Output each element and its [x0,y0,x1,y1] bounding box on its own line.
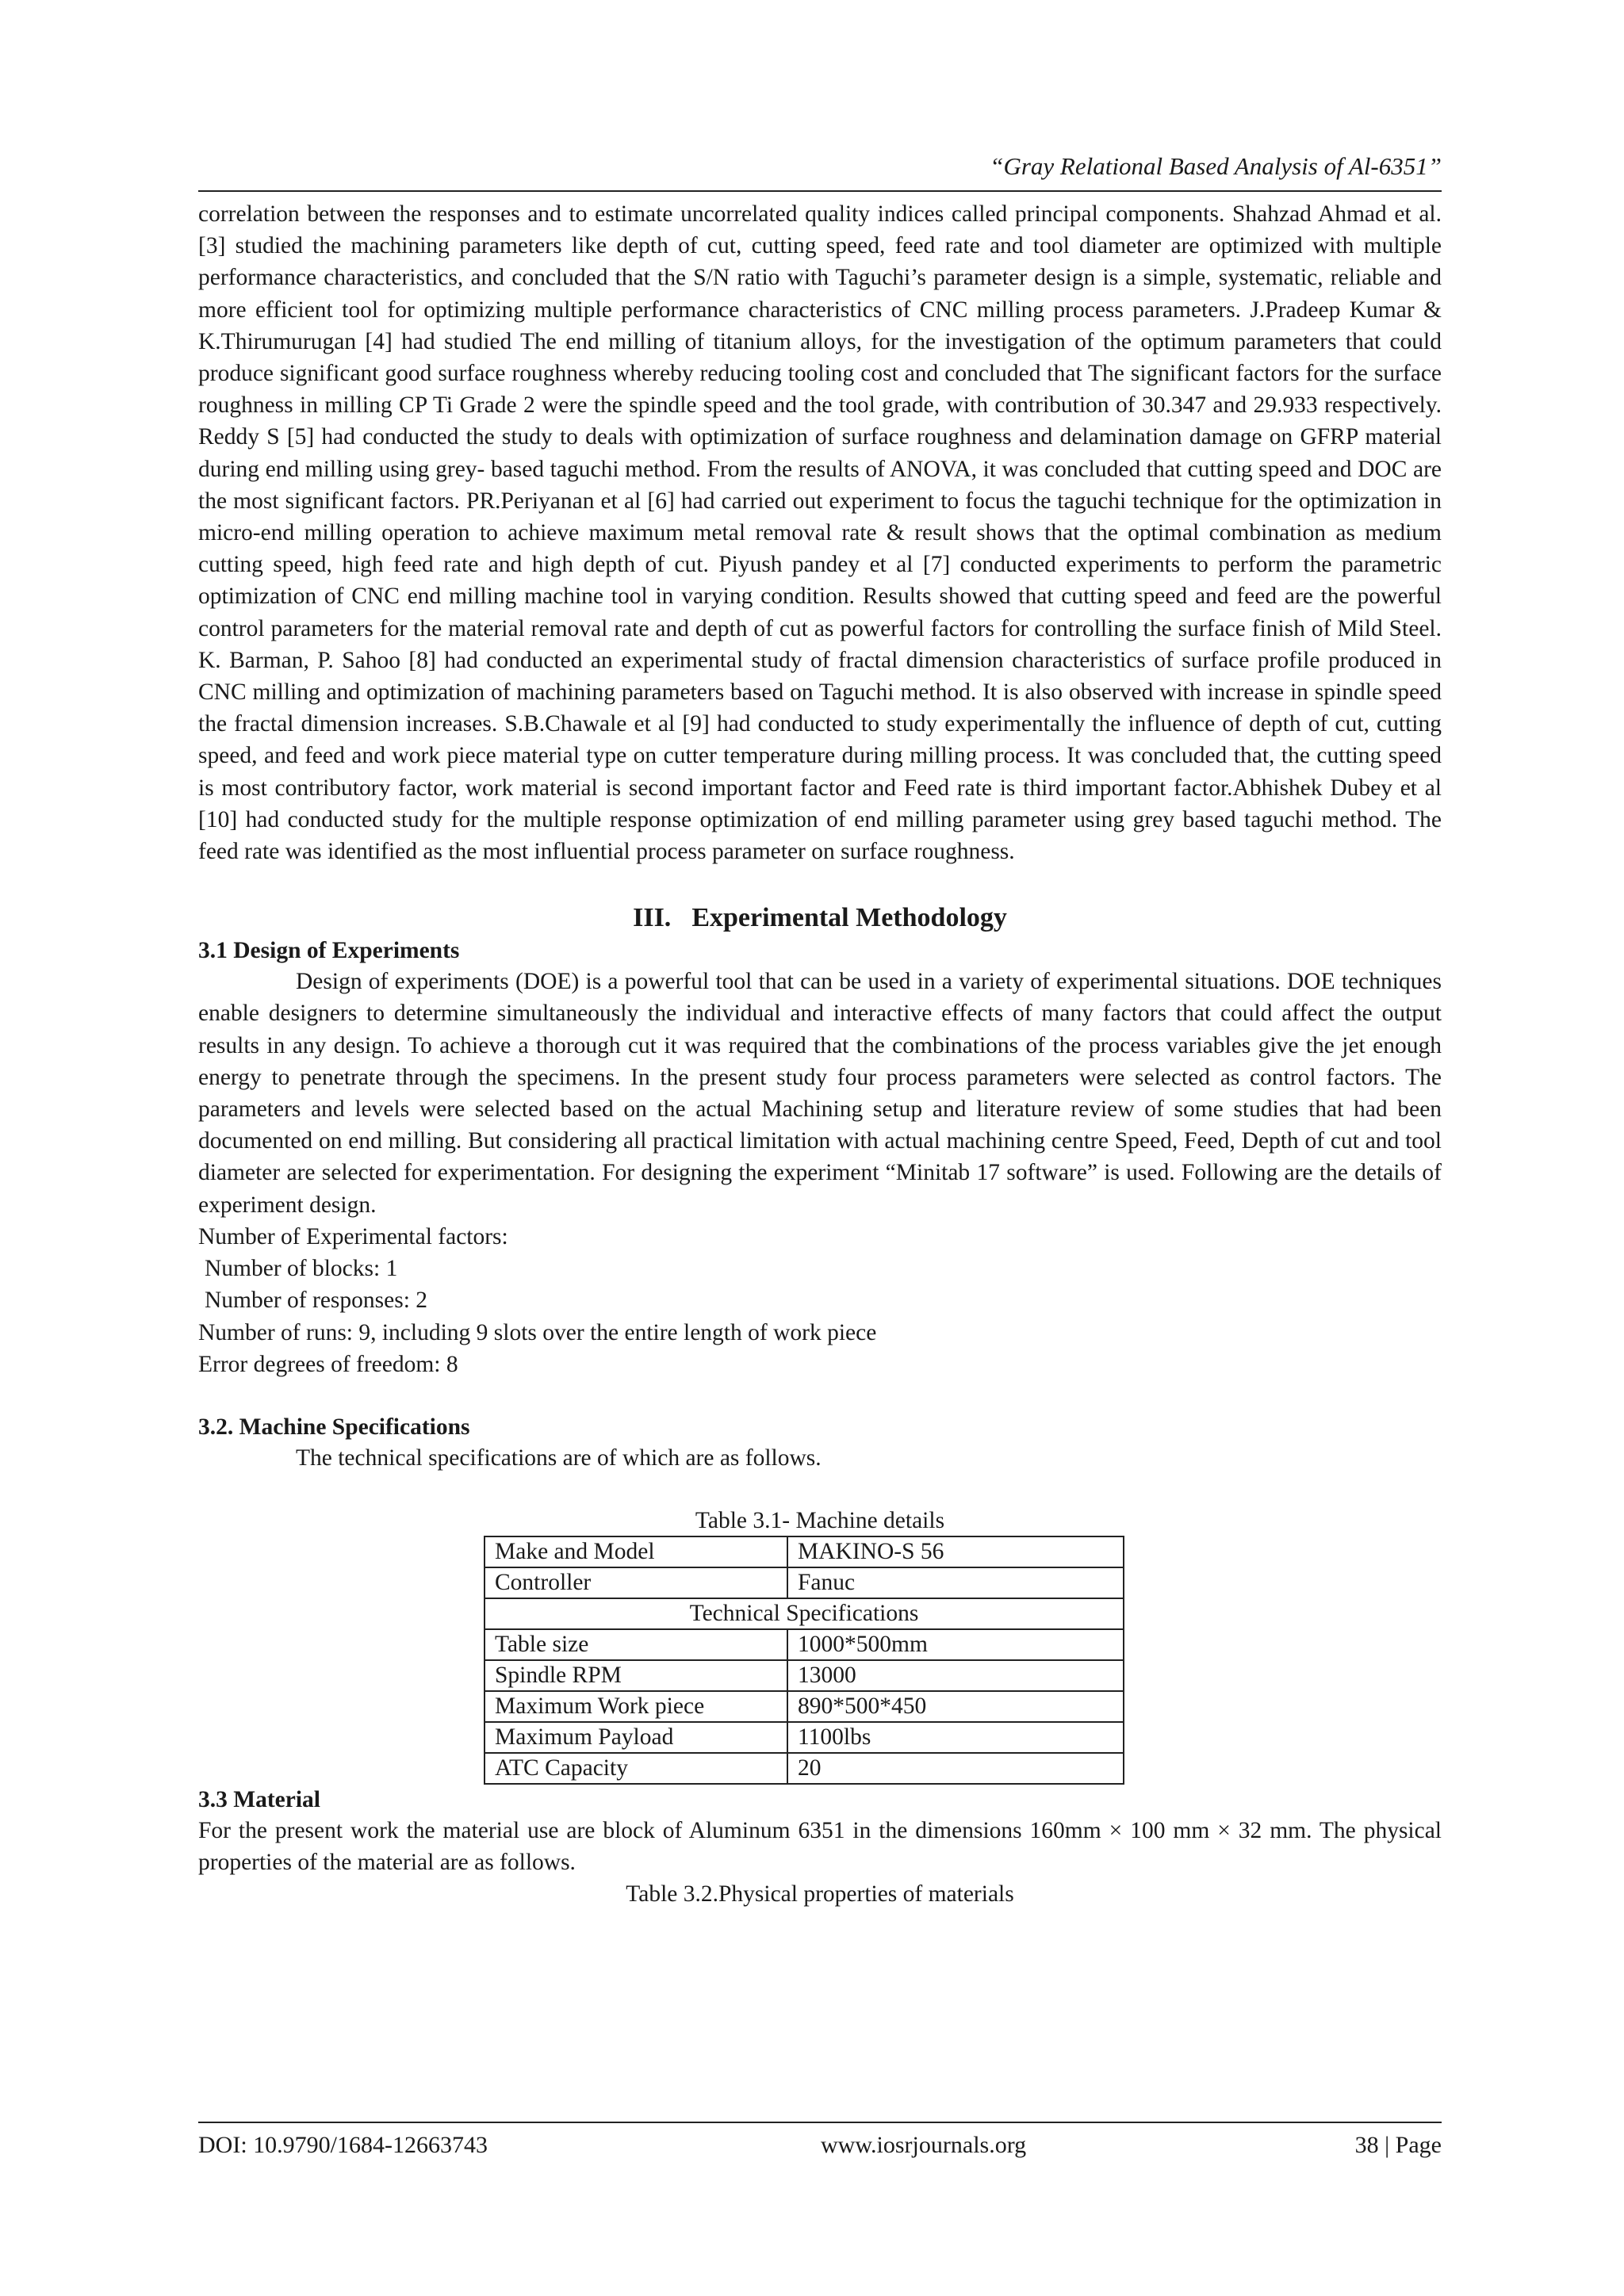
running-header-title: “Gray Relational Based Analysis of Al-6351” [990,152,1442,180]
table-3-2-caption: Table 3.2.Physical properties of materials [626,1881,1014,1907]
table-row [485,1660,1124,1691]
table-3-1-caption: Table 3.1- Machine details [695,1508,945,1534]
footer-page-number: 38 | Page [1354,2132,1442,2158]
header-divider [198,190,1442,192]
table-row [485,1722,1124,1753]
table-row [485,1536,1124,1567]
table-cell: ATC Capacity [485,1753,787,1784]
doe-detail-line: Number of runs: 9, including 9 slots over the entire length of work piece [198,1319,877,1345]
page-body [198,198,1442,1909]
section-title: Experimental Methodology [691,903,1007,933]
section-number: III. [633,903,672,933]
table-cell: 20 [787,1753,1124,1784]
doe-heading: 3.1 Design of Experiments [198,938,460,964]
doe-paragraph: Design of experiments (DOE) is a powerful tool that can be used in a variety of experimental situations. DOE techniques enable designers to determine simultaneously the individual and interactive effects of many factors that could affect the output results in any design. To achieve a thorough cut it was required that the combinations of the process variables give the jet enough energy to penetrate through the specimens. In the present study four process parameters were selected as control factors. The parameters and levels were selected based on the actual Machining setup and literature review of some studies that had been documented on end milling. But considering all practical limitation with actual machining centre Speed, Feed, Depth of cut and tool diameter are selected for experimentation. For designing the experiment “Minitab 17 software” is used. Following are the details of experiment design. [198,969,1442,1218]
table-cell: Maximum Work piece [485,1691,787,1722]
doe-detail-line: Number of responses: 2 [205,1288,428,1314]
table-cell: 1000*500mm [787,1629,1124,1660]
machine-spec-heading: 3.2. Machine Specifications [198,1414,470,1440]
material-heading: 3.3 Material [198,1787,320,1813]
table-cell: 890*500*450 [787,1691,1124,1722]
table-cell: Fanuc [787,1567,1124,1598]
table-cell: MAKINO-S 56 [787,1536,1124,1567]
section-heading [198,901,1442,936]
table-cell: Controller [485,1567,787,1598]
footer-website: www.iosrjournals.org [821,2132,1027,2158]
table-row [485,1567,1124,1598]
table-cell: 13000 [787,1660,1124,1691]
machine-spec-intro: The technical specifications are of which are as follows. [296,1445,822,1471]
doe-detail-line: Number of blocks: 1 [205,1256,398,1282]
table-cell: Maximum Payload [485,1722,787,1753]
material-paragraph: For the present work the material use are block of Aluminum 6351 in the dimensions 160mm × 100 mm × 32 mm. The physical properties of the material are as follows. [198,1818,1442,1876]
table-subheader-cell: Technical Specifications [485,1598,1124,1629]
table-cell: Make and Model [485,1536,787,1567]
doe-detail-line: Number of Experimental factors: [198,1223,508,1249]
footer-divider [198,2122,1442,2123]
footer-doi: DOI: 10.9790/1684-12663743 [198,2132,488,2158]
doe-detail-line: Error degrees of freedom: 8 [198,1351,458,1377]
table-cell: Spindle RPM [485,1660,787,1691]
machine-details-table [484,1536,1124,1785]
table-cell: Table size [485,1629,787,1660]
literature-paragraph: correlation between the responses and to estimate uncorrelated quality indices called principal components. Shahzad Ahmad et al. [3] studied the machining parameters like depth of cut, cutting speed, feed rate and tool diameter are optimized with multiple performance characteristics, and concluded that the S/N ratio with Taguchi’s parameter design is a simple, systematic, reliable and more efficient tool for optimizing multiple performance characteristics of CNC milling process parameters. J.Pradeep Kumar & K.Thirumurugan [4] had studied The end milling of titanium alloys, for the investigation of the optimum parameters that could produce significant good surface roughness whereby reducing tooling cost and concluded that The significant factors for the surface roughness in milling CP Ti Grade 2 were the spindle speed and the tool grade, with contribution of 30.347 and 29.933 respectively. Reddy S [5] had conducted the study to deals with optimization of surface roughness and delamination damage on GFRP material during end milling using grey- based taguchi method. From the results of ANOVA, it was concluded that cutting speed and DOC are the most significant factors. PR.Periyanan et al [6] had carried out experiment to focus the taguchi technique for the optimization in micro-end milling operation to achieve maximum metal removal rate & result shows that the optimal combination as medium cutting speed, high feed rate and high depth of cut. Piyush pandey et al [7] conducted experiments to perform the parametric optimization of CNC end milling machine tool in varying condition. Results showed that cutting speed and feed are the powerful control parameters for the material removal rate and depth of cut as powerful factors for controlling the surface finish of Mild Steel. K. Barman, P. Sahoo [8] had conducted an experimental study of fractal dimension characteristics of surface profile produced in CNC milling and optimization of machining parameters based on Taguchi method. It is also observed with increase in spindle speed the fractal dimension increases. S.B.Chawale et al [9] had conducted to study experimentally the influence of depth of cut, cutting speed, and feed and work piece material type on cutter temperature during milling process. It was concluded that, the cutting speed is most contributory factor, work material is second important factor and Feed rate is third important factor.Abhishek Dubey et al [10] had conducted study for the multiple response optimization of end milling parameter using grey based taguchi method. The feed rate was identified as the most influential process parameter on surface roughness. [198,201,1442,865]
table-cell: 1100lbs [787,1722,1124,1753]
table-row [485,1753,1124,1784]
table-row [485,1691,1124,1722]
table-row [485,1629,1124,1660]
table-row [485,1598,1124,1629]
